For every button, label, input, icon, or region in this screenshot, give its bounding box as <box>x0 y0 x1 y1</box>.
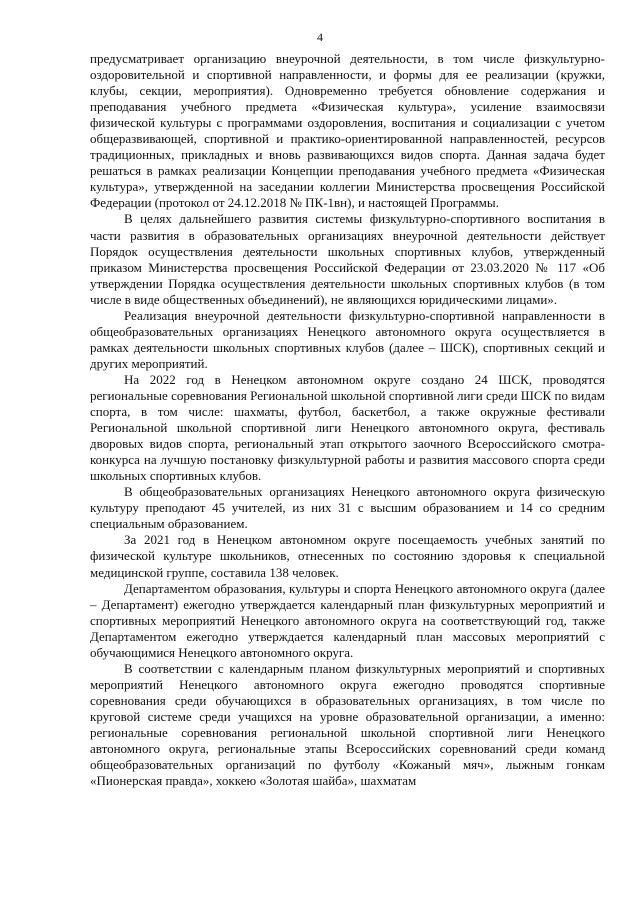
paragraph: В общеобразовательных организациях Ненецкого автономного округа физическую культуру преподают 45 учителей, из них 31 с высшим образованием и 14 со средним специальным образованием. <box>90 484 605 532</box>
paragraph: В соответствии с календарным планом физкультурных мероприятий и спортивных мероприятий Ненецкого автономного округа ежегодно проводятся спортивные соревнования среди обучающихся в образовательных организациях, в том числе по круговой системе среди учащихся на уровне образовательной организации, а именно: региональные соревнования региональной школьной спортивной лиги Ненецкого автономного округа, региональные этапы Всероссийских соревнований среди команд общеобразовательных организаций по футболу «Кожаный мяч», лыжным гонкам «Пионерская правда», хоккею «Золотая шайба», шахматам <box>90 660 605 789</box>
paragraph: Департаментом образования, культуры и спорта Ненецкого автономного округа (далее – Департамент) ежегодно утверждается календарный план физкультурных мероприятий и спортивных мероприятий Ненецкого автономного округа на соответствующий год, также Департаментом ежегодно утверждается календарный план массовых мероприятий с обучающимися Ненецкого автономного округа. <box>90 580 605 660</box>
paragraph: Реализация внеурочной деятельности физкультурно-спортивной направленности в общеобразовательных организациях Ненецкого автономного округа осуществляется в рамках деятельности школьных спортивных клубов (далее – ШСК), спортивных секций и других мероприятий. <box>90 307 605 371</box>
paragraph: На 2022 год в Ненецком автономном округе создано 24 ШСК, проводятся региональные соревнования Региональной школьной спортивной лиги среди ШСК по видам спорта, в том числе: шахматы, футбол, баскетбол, а также окружные фестивали Региональной школьной спортивной лиги Ненецкого автономного округа, фестиваль дворовых видов спорта, региональный этап открытого заочного Всероссийского смотра-конкурса на лучшую постановку физкультурной работы и развития массового спорта среди школьных спортивных клубов. <box>90 371 605 484</box>
body-text <box>90 51 605 789</box>
paragraph: В целях дальнейшего развития системы физкультурно-спортивного воспитания в части развития в образовательных организациях внеурочной деятельности действует Порядок осуществления деятельности школьных спортивных клубов, утвержденный приказом Министерства просвещения Российской Федерации от 23.03.2020 № 117 «Об утверждении Порядка осуществления деятельности школьных спортивных клубов (в том числе в виде общественных объединений), не являющихся юридическими лицами». <box>90 211 605 307</box>
page-number: 4 <box>317 30 323 44</box>
paragraph: За 2021 год в Ненецком автономном округе посещаемость учебных занятий по физической культуре школьников, отнесенных по состоянию здоровья к специальной медицинской группе, составила 138 человек. <box>90 532 605 580</box>
paragraph: предусматривает организацию внеурочной деятельности, в том числе физкультурно-оздоровительной и спортивной направленности, и формы для ее реализации (кружки, клубы, секции, мероприятия). Одновременно требуется обновление содержания и преподавания учебного предмета «Физическая культура», усиление взаимосвязи физической культуры с программами оздоровления, воспитания и социализации с учетом общеразвивающей, спортивной и практико-ориентированной направленностей, ресурсов традиционных, прикладных и вновь развивающихся видов спорта. Данная задача будет решаться в рамках реализации Концепции преподавания учебного предмета «Физическая культура», утвержденной на заседании коллегии Министерства просвещения Российской Федерации (протокол от 24.12.2018 № ПК-1вн), и настоящей Программы. <box>90 51 605 211</box>
